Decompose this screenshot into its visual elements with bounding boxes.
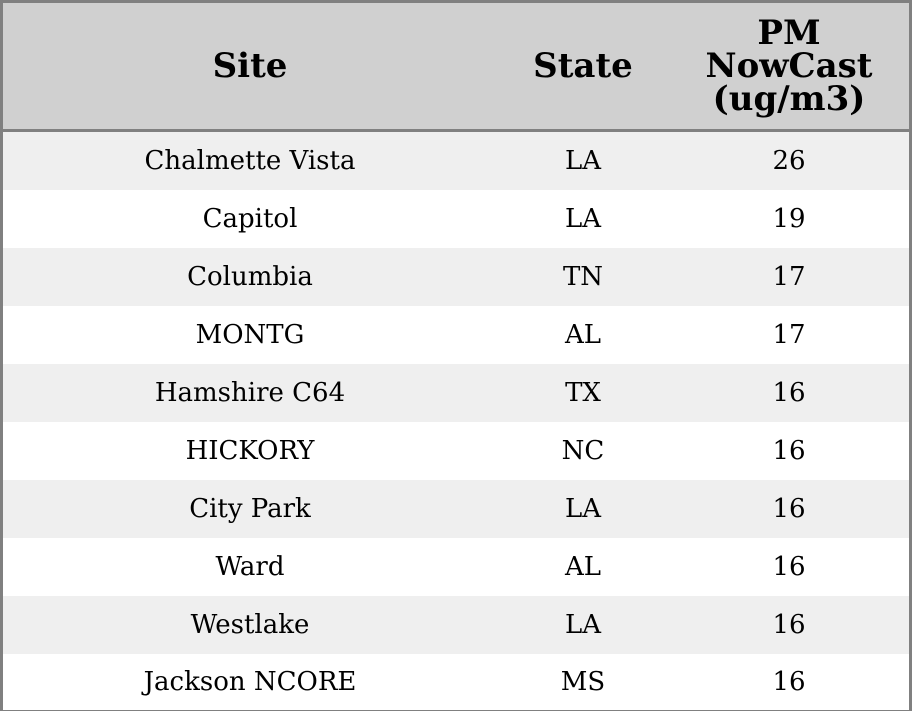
table-row [3, 306, 909, 364]
cell-state: LA [564, 610, 602, 640]
cell-state: LA [564, 494, 602, 524]
table-row [3, 422, 909, 480]
cell-state: TN [562, 262, 604, 292]
header-pm-line1: PM [757, 12, 821, 53]
table-row [3, 190, 909, 248]
cell-pm: 16 [772, 667, 806, 697]
cell-state: AL [564, 552, 602, 582]
table-row [3, 132, 909, 190]
cell-site: Ward [215, 552, 285, 582]
cell-site: Capitol [202, 204, 298, 234]
cell-site: Jackson NCORE [143, 667, 357, 697]
header-pm-line2: NowCast [705, 45, 873, 86]
table-row [3, 596, 909, 654]
cell-state: AL [564, 320, 602, 350]
cell-state: MS [560, 667, 606, 697]
header-state: State [533, 45, 633, 86]
cell-site: HICKORY [185, 436, 315, 466]
table-row [3, 480, 909, 538]
cell-site: Westlake [190, 610, 310, 640]
cell-site: Hamshire C64 [154, 378, 346, 408]
cell-pm: 16 [772, 610, 806, 640]
cell-site: Chalmette Vista [144, 146, 356, 176]
table-header [3, 3, 909, 132]
cell-site: Columbia [187, 262, 313, 292]
table-row [3, 364, 909, 422]
cell-pm: 16 [772, 494, 806, 524]
cell-pm: 16 [772, 378, 806, 408]
header-pm-nowcast [669, 3, 909, 129]
cell-pm: 16 [772, 436, 806, 466]
table-row [3, 248, 909, 306]
cell-state: LA [564, 204, 602, 234]
cell-pm: 26 [772, 146, 806, 176]
cell-state: LA [564, 146, 602, 176]
table-body [3, 132, 909, 710]
cell-state: NC [561, 436, 605, 466]
cell-pm: 17 [772, 262, 806, 292]
cell-site: City Park [189, 494, 311, 524]
table-row [3, 538, 909, 596]
cell-site: MONTG [195, 320, 305, 350]
cell-pm: 16 [772, 552, 806, 582]
header-pm-line3: (ug/m3) [712, 78, 866, 119]
header-site: Site [212, 45, 288, 86]
table-row [3, 654, 909, 710]
cell-state: TX [565, 378, 601, 408]
cell-pm: 17 [772, 320, 806, 350]
cell-pm: 19 [772, 204, 806, 234]
